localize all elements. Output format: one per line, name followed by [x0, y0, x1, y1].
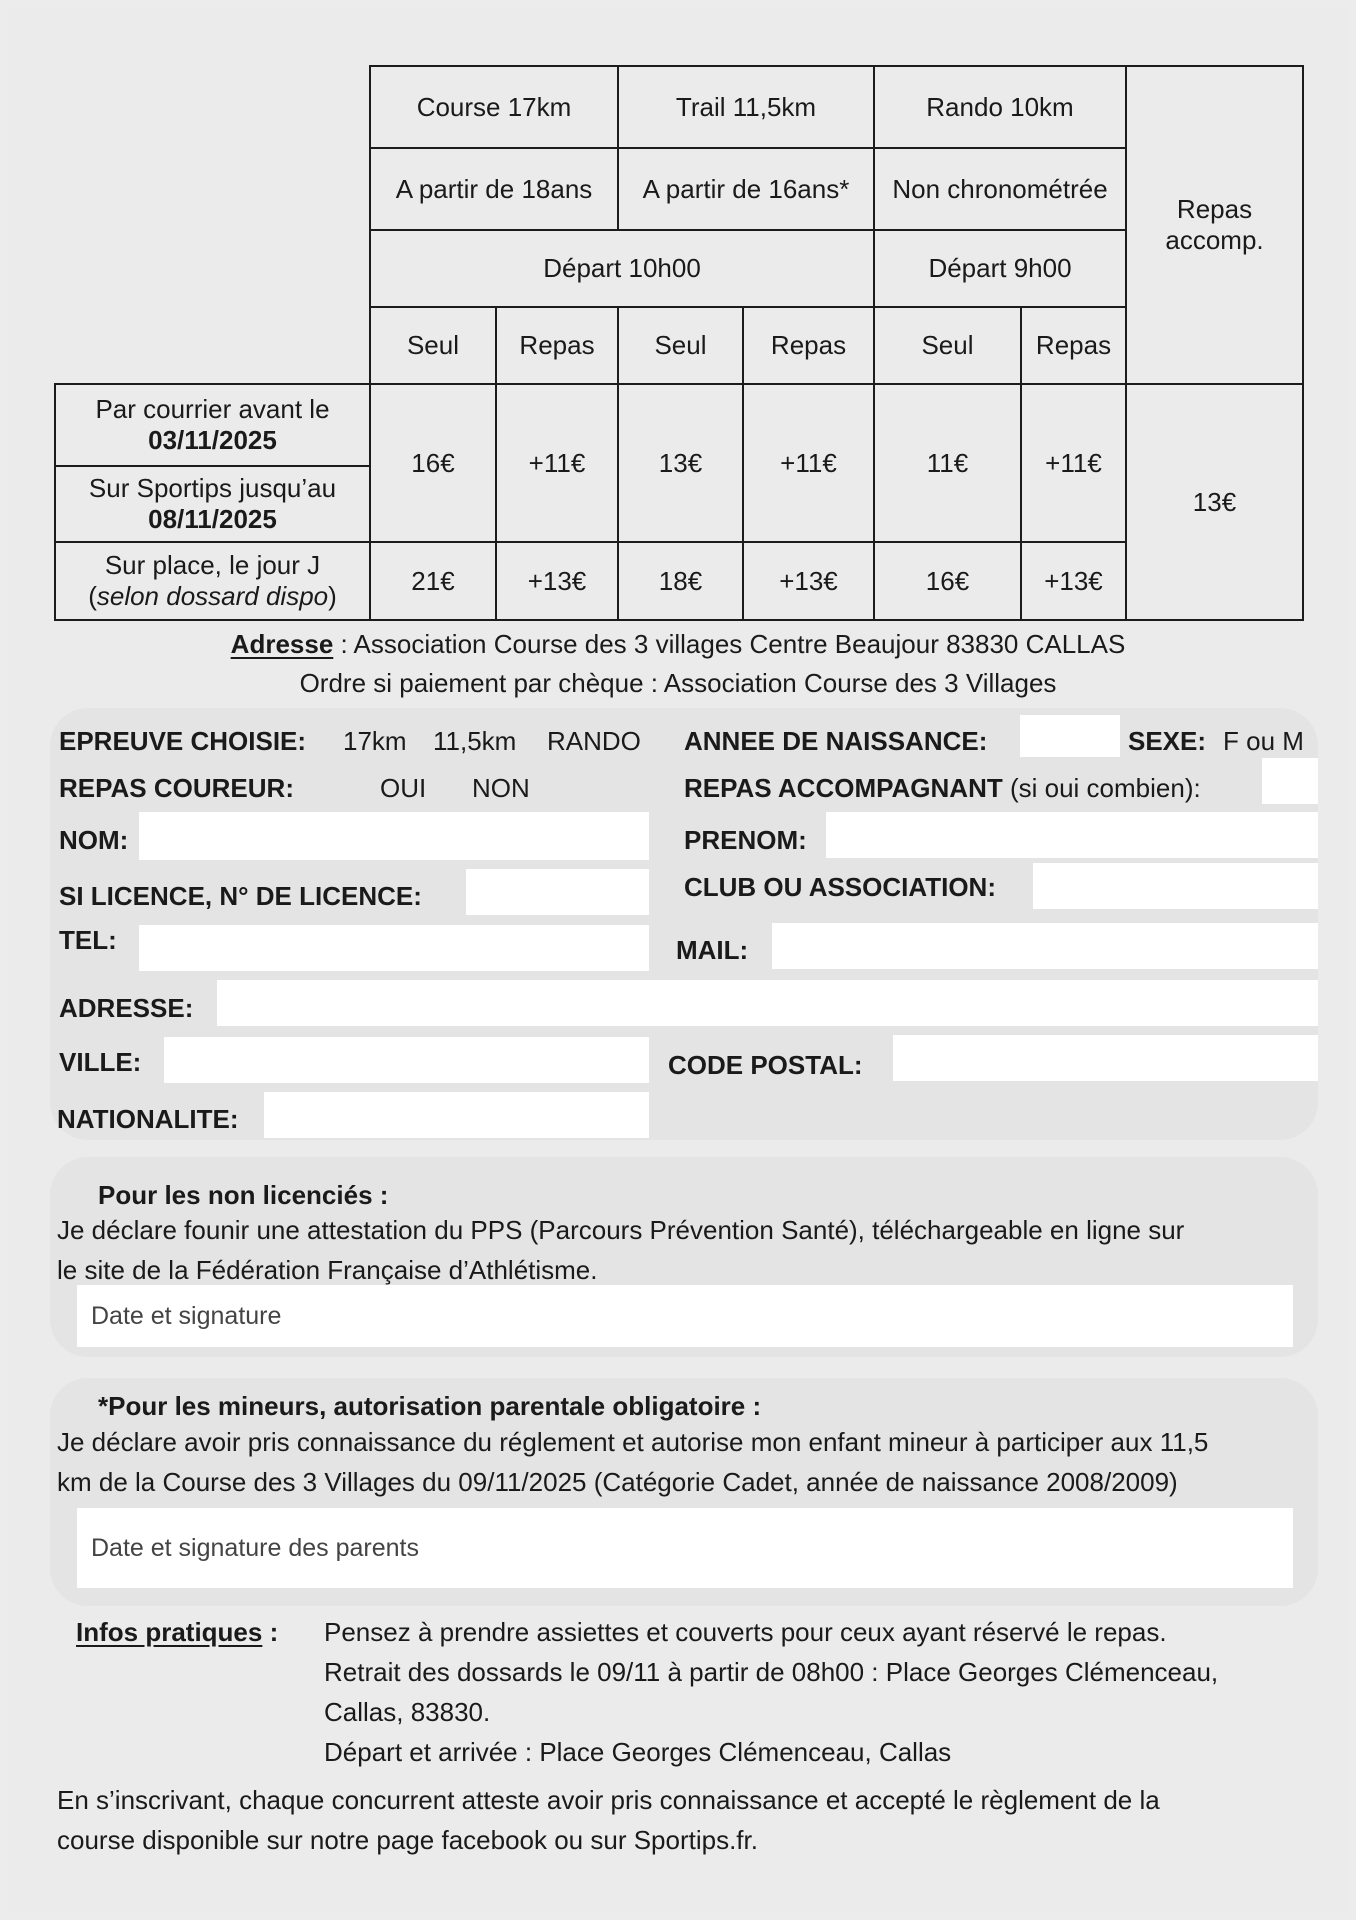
epreuve-option-17km[interactable]: 17km: [343, 726, 407, 756]
row-label-text: Sur place, le jour J: [104, 550, 321, 580]
price: 16€: [925, 565, 970, 596]
price-cell: [495, 383, 619, 543]
row-label-text: Sur Sportips jusqu’au: [88, 473, 337, 503]
price: +13€: [779, 565, 838, 596]
info-line: Pensez à prendre assiettes et couverts pour ceux ayant réservé le repas.: [324, 1617, 1167, 1647]
infos-label: [76, 1617, 278, 1648]
accomp-line2: accomp.: [1165, 225, 1264, 255]
infos-title: Infos pratiques: [76, 1617, 263, 1647]
footer-line: course disponible sur notre page facebook ou sur Sportips.fr.: [57, 1825, 758, 1855]
text-line: km de la Course des 3 Villages du 09/11/2025 (Catégorie Cadet, année de naissance 2008/2009): [57, 1467, 1178, 1497]
annee-naissance-input[interactable]: [1020, 715, 1120, 757]
header-trail: [617, 65, 875, 149]
signature-field[interactable]: Date et signature: [77, 1285, 1293, 1347]
price-cell: [873, 383, 1022, 543]
paren: ): [328, 581, 337, 611]
age-text: Non chronométrée: [892, 173, 1108, 204]
sub-text: Repas: [770, 330, 847, 360]
licence-input[interactable]: [466, 869, 649, 915]
sub-text: Repas: [1035, 330, 1112, 360]
info-line: Retrait des dossards le 09/11 à partir de 08h00 : Place Georges Clémenceau,: [324, 1657, 1219, 1687]
header-course-17km: [369, 65, 619, 149]
header-rando: [873, 65, 1127, 149]
nationalite-input[interactable]: [264, 1092, 649, 1138]
epreuve-option-rando[interactable]: RANDO: [547, 726, 641, 756]
price-cell: [1020, 541, 1127, 621]
sub-repas: [495, 306, 619, 385]
sub-text: Seul: [921, 330, 974, 360]
address-text: : Association Course des 3 villages Centre Beaujour 83830 CALLAS: [333, 629, 1126, 659]
start-9h: [873, 229, 1127, 308]
sub-repas: [742, 306, 875, 385]
address-line: [0, 629, 1356, 660]
age-text: A partir de 18ans: [395, 173, 593, 204]
ville-label: VILLE:: [59, 1047, 142, 1077]
cheque-line: Ordre si paiement par chèque : Association Course des 3 Villages: [299, 668, 1057, 698]
nom-label: NOM:: [59, 825, 129, 855]
age-rando: [873, 147, 1127, 231]
repas-oui-option[interactable]: OUI: [380, 773, 427, 803]
price-cell: [742, 383, 875, 543]
sub-seul: [873, 306, 1022, 385]
price: 11€: [926, 447, 969, 478]
nom-input[interactable]: [139, 812, 649, 860]
age-text: A partir de 16ans*: [642, 173, 850, 204]
nationalite-label: NATIONALITE:: [57, 1104, 239, 1134]
prenom-label: PRENOM:: [684, 825, 807, 855]
text-line: le site de la Fédération Française d’Athlétisme.: [57, 1255, 598, 1285]
mineurs-text: [57, 1422, 1208, 1502]
start-text: Départ 10h00: [543, 253, 701, 283]
price-cell: [1020, 383, 1127, 543]
club-label: CLUB OU ASSOCIATION:: [684, 872, 996, 902]
price: 16€: [411, 447, 455, 478]
code-postal-input[interactable]: [893, 1035, 1318, 1081]
header-text: Course 17km: [416, 91, 572, 122]
price-cell: [495, 541, 619, 621]
mail-label: MAIL:: [676, 935, 749, 965]
repas-coureur-label: REPAS COUREUR:: [59, 773, 294, 803]
licence-label: SI LICENCE, N° DE LICENCE:: [59, 881, 422, 911]
mineurs-title: *Pour les mineurs, autorisation parentale obligatoire :: [98, 1391, 762, 1421]
header-text: Rando 10km: [926, 91, 1074, 122]
note-text: selon dossard dispo: [96, 581, 329, 611]
accomp-line1: Repas: [1176, 194, 1253, 224]
info-line: Départ et arrivée : Place Georges Clémenceau, Callas: [324, 1737, 952, 1767]
tel-label: TEL:: [59, 925, 117, 955]
code-postal-label: CODE POSTAL:: [668, 1050, 863, 1080]
mail-input[interactable]: [772, 923, 1318, 969]
sub-text: Repas: [519, 330, 595, 360]
price: +13€: [527, 565, 587, 596]
sexe-options[interactable]: F ou M: [1223, 726, 1304, 756]
footer-line: En s’inscrivant, chaque concurrent atteste avoir pris connaissance et accepté le règlement de la: [57, 1785, 1160, 1815]
sexe-label: SEXE:: [1128, 726, 1207, 756]
price-cell: [873, 541, 1022, 621]
non-licencies-title: Pour les non licenciés :: [98, 1180, 389, 1210]
row-label-date: 08/11/2025: [148, 504, 277, 534]
price-cell: [369, 541, 497, 621]
epreuve-label: EPREUVE CHOISIE:: [59, 726, 307, 756]
start-text: Départ 9h00: [928, 253, 1072, 283]
price-cell: [369, 383, 497, 543]
repas-accomp-count-input[interactable]: [1262, 758, 1318, 804]
info-line: Callas, 83830.: [324, 1697, 491, 1727]
tel-input[interactable]: [139, 925, 649, 971]
infos-lines: [324, 1612, 1218, 1772]
adresse-label: ADRESSE:: [59, 993, 194, 1023]
sub-seul: [617, 306, 744, 385]
row-label-courrier: [54, 383, 371, 467]
row-label-sur-place: [54, 541, 371, 621]
sub-seul: [369, 306, 497, 385]
sub-text: Seul: [406, 330, 460, 360]
price: 18€: [658, 565, 703, 596]
price: +11€: [780, 447, 837, 478]
price: +13€: [1044, 565, 1103, 596]
repas-accomp-title: REPAS ACCOMPAGNANT: [684, 773, 1003, 803]
annee-label: ANNEE DE NAISSANCE:: [684, 726, 988, 756]
start-10h: [369, 229, 875, 308]
repas-accomp-note: (si oui combien):: [1002, 773, 1201, 803]
paren: (: [88, 581, 97, 611]
header-text: Trail 11,5km: [675, 91, 817, 122]
footer-text: [57, 1780, 1160, 1860]
prenom-input[interactable]: [826, 812, 1318, 858]
price-cell: [742, 541, 875, 621]
price: +11€: [1045, 447, 1102, 478]
text-line: Je déclare avoir pris connaissance du réglement et autorise mon enfant mineur à participer aux 11,5: [57, 1427, 1209, 1457]
address-label: Adresse: [230, 629, 334, 659]
sub-repas: [1020, 306, 1127, 385]
header-repas-accomp: [1125, 65, 1304, 385]
text-line: Je déclare founir une attestation du PPS (Parcours Prévention Santé), téléchargeable en ligne sur: [57, 1215, 1185, 1245]
row-label-date: 03/11/2025: [148, 425, 277, 455]
epreuve-option-11-5km[interactable]: 11,5km: [433, 726, 517, 756]
ville-input[interactable]: [164, 1037, 649, 1083]
repas-accomp-label: [684, 773, 1201, 804]
sub-text: Seul: [654, 330, 707, 360]
row-label-note: [88, 581, 337, 612]
repas-non-option[interactable]: NON: [472, 773, 530, 803]
club-input[interactable]: [1033, 863, 1318, 909]
price: 13€: [658, 447, 703, 478]
price: 13€: [1192, 486, 1237, 517]
colon: :: [262, 1617, 279, 1647]
price-accomp: [1125, 383, 1304, 621]
adresse-input[interactable]: [217, 980, 1318, 1026]
row-label-text: Par courrier avant le: [95, 394, 330, 424]
price: 21€: [411, 565, 455, 596]
age-course: [369, 147, 619, 231]
age-trail: [617, 147, 875, 231]
row-label-sportips: [54, 465, 371, 543]
price-cell: [617, 383, 744, 543]
non-licencies-text: [57, 1210, 1184, 1290]
parent-signature-field[interactable]: Date et signature des parents: [77, 1508, 1293, 1588]
price-cell: [617, 541, 744, 621]
price: +11€: [528, 447, 586, 478]
